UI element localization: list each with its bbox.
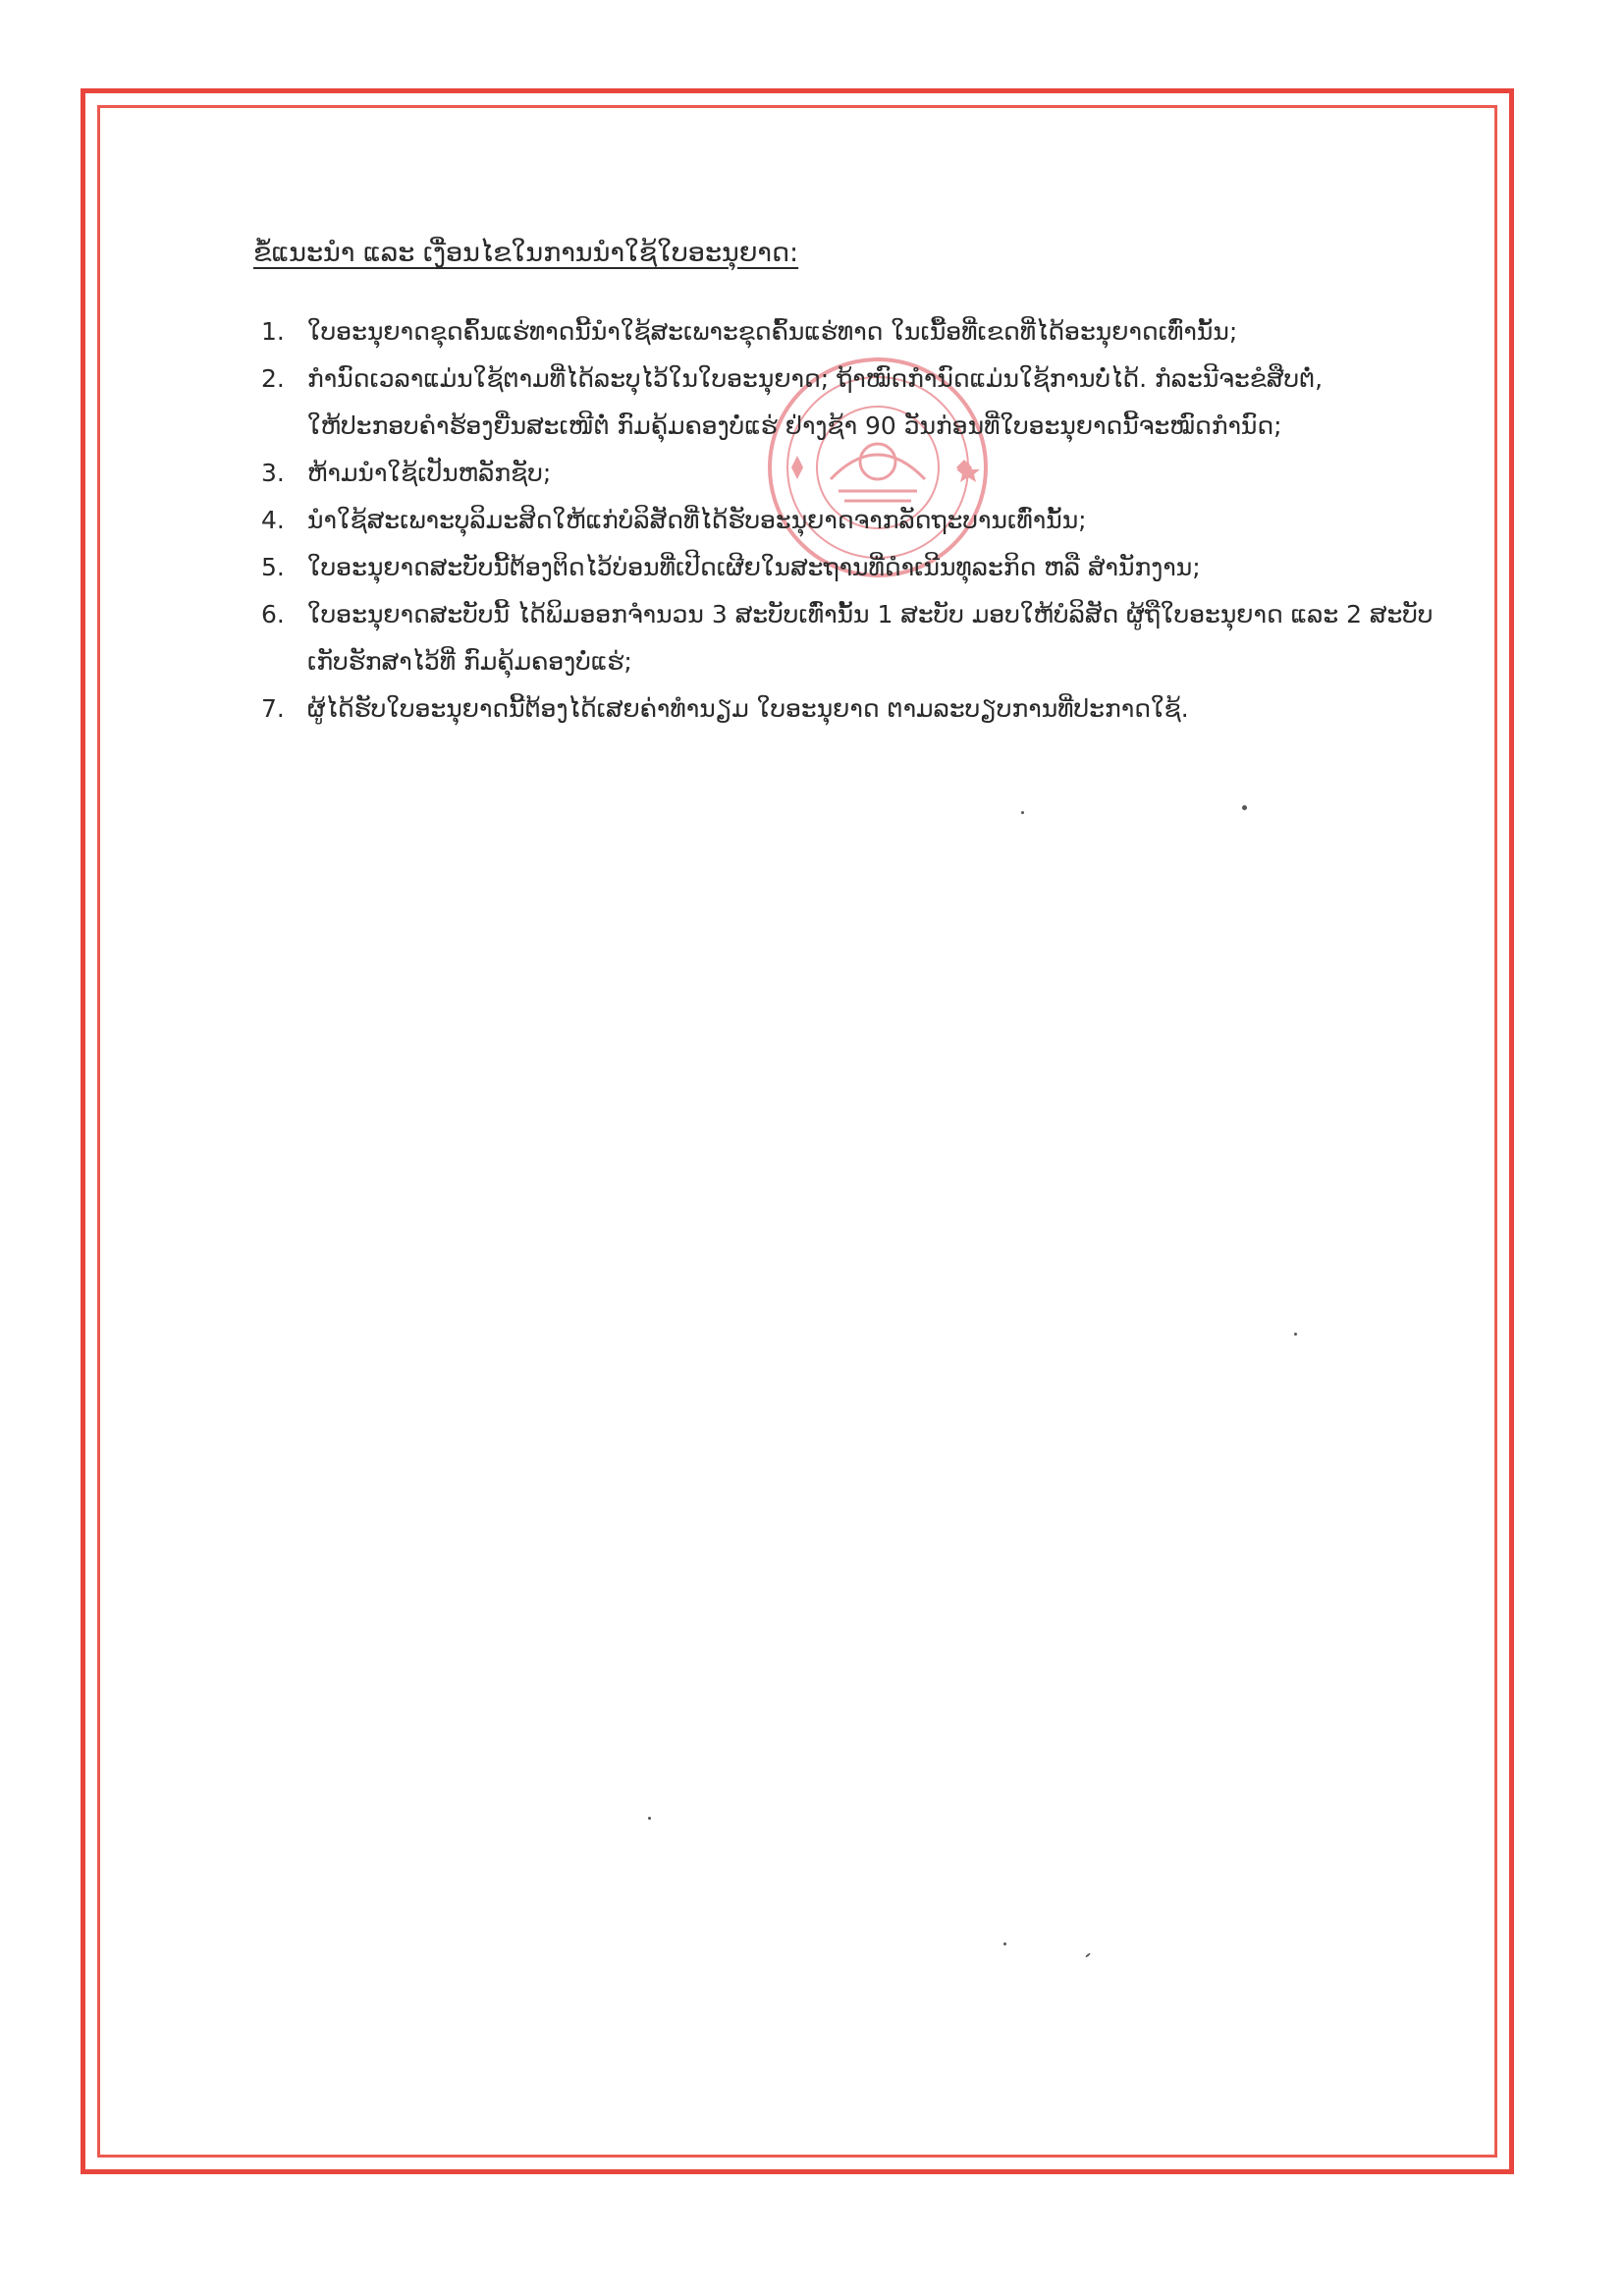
scan-speck <box>1294 1333 1297 1336</box>
rule-number: 2. <box>261 364 285 393</box>
scan-speck <box>648 1817 651 1820</box>
rule-number: 6. <box>261 600 285 629</box>
instructions-section <box>253 234 1471 733</box>
rule-text: ໃບອະນຸຍາດສະບັບນີ້ ໄດ້ພິມອອກຈໍານວນ 3 ສະບັບເທົ່ານັ້ນ 1 ສະບັບ ມອບໃຫ້ບໍລິສັດ ຜູ້ຖືໃບອະນຸຍາດ ແລະ 2 ສະບັບ <box>307 600 1434 629</box>
rule-item <box>253 591 1471 685</box>
rules-list <box>253 308 1471 733</box>
rule-number: 4. <box>261 506 285 534</box>
rule-number: 3. <box>261 459 285 487</box>
scan-speck <box>1242 805 1247 810</box>
rule-number: 5. <box>261 553 285 581</box>
rule-text: ຫ້າມນໍາໃຊ້ເປັນຫລັກຊັບ; <box>307 459 552 487</box>
rule-item <box>253 308 1471 355</box>
rule-text: ກໍານົດເວລາແມ່ນໃຊ້ຕາມທີ່ໄດ້ລະບຸໄວ້ໃນໃບອະນຸຍາດ; ຖ້າໝົດກໍານົດແມ່ນໃຊ້ການບໍ່ໄດ້. ກໍລະນີຈະຂໍສືບຕໍ່, <box>307 364 1324 393</box>
rule-text: ຜູ້ໄດ້ຮັບໃບອະນຸຍາດນີ້ຕ້ອງໄດ້ເສຍຄ່າທໍານຽມ ໃບອະນຸຍາດ ຕາມລະບຽບການທີ່ປະກາດໃຊ້. <box>307 694 1189 723</box>
rule-item <box>253 450 1471 497</box>
rule-text: ໃບອະນຸຍາດຂຸດຄົ້ນແຮ່ທາດນີ້ນໍາໃຊ້ສະເພາະຂຸດຄົ້ນແຮ່ທາດ ໃນເນື້ອທີ່ເຂດທີ່ໄດ້ອະນຸຍາດເທົ່ານັ້ນ; <box>307 317 1238 346</box>
rule-item <box>253 497 1471 544</box>
rule-number: 7. <box>261 694 285 723</box>
rule-text-continued: ເກັບຮັກສາໄວ້ທີ່ ກົມຄຸ້ມຄອງບໍ່ແຮ່; <box>307 647 632 676</box>
rule-item <box>253 685 1471 733</box>
rule-item <box>253 544 1471 591</box>
rule-number: 1. <box>261 317 285 346</box>
rule-item <box>253 355 1471 450</box>
rule-text: ໃບອະນຸຍາດສະບັບນີ້ຕ້ອງຕິດໄວ້ບ່ອນທີ່ເປີດເຜີຍໃນສະຖານທີ່ດໍາເນີນທຸລະກິດ ຫລື ສໍານັກງານ; <box>307 553 1201 581</box>
scan-speck <box>1003 1942 1006 1945</box>
scan-speck <box>1021 811 1024 814</box>
rule-text-continued: ໃຫ້ປະກອບຄໍາຮ້ອງຍື່ນສະເໜີຕໍ່ ກົມຄຸ້ມຄອງບໍ່ແຮ່ ຢ່າງຊ້າ 90 ວັນກ່ອນທີ່ໃບອະນຸຍາດນີ້ຈະໝົດກໍານົດ; <box>307 411 1282 440</box>
rule-text: ນໍາໃຊ້ສະເພາະບຸລິມະສິດໃຫ້ແກ່ບໍລິສັດທີ່ໄດ້ຮັບອະນຸຍາດຈາກລັດຖະບານເທົ່ານັ້ນ; <box>307 506 1087 534</box>
instructions-heading: ຂໍ້ແນະນໍາ ແລະ ເງື່ອນໄຂໃນການນໍາໃຊ້ໃບອະນຸຍາດ: <box>253 238 799 268</box>
